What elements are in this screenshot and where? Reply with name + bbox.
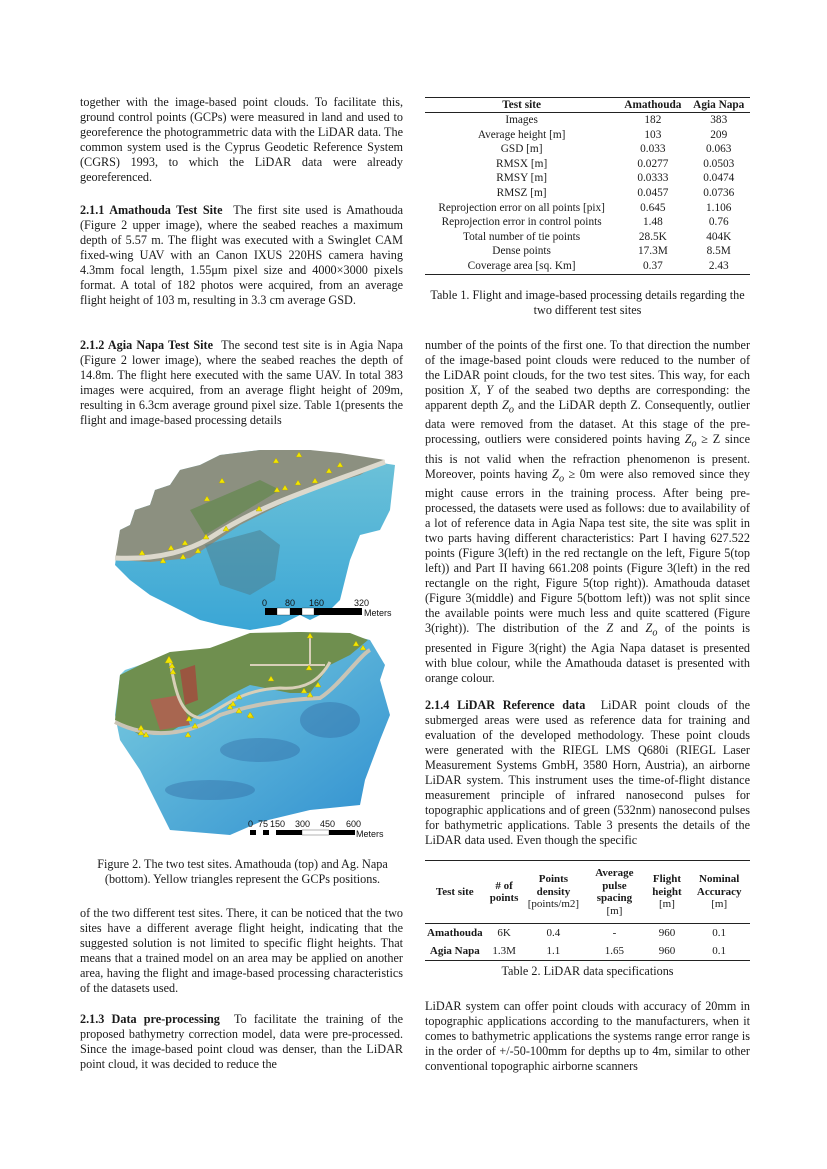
table-cell: Agia Napa <box>429 945 480 957</box>
paragraph-text: and the LiDAR depth Z. Consequently, outlier data were removed from the dataset. At this stage of the pre-processing, outliers were considered points having <box>425 398 750 447</box>
table-row <box>425 244 750 259</box>
table-cell: Reprojection error in control points <box>441 216 602 229</box>
paragraph-text: were also removed since they might cause errors in the training process. After being pre-processed, the datasets were used as follows: due to availability of a lot of reference data in Agia Napa test site, the site was split in two parts having different characteristics: Part I having 627.522 points (Figure 3(left) in the red rectangle on the left, Figure 5(top left)) and Part II having 661.208 points (Figure 3(left) in the red rectangle on the right, Figure 5(top right)). Amathouda dataset (Figure 3(middle) and Figure 5(bottom left)) was not split since the available points were much less and quite scattered (Figure 3(right)). The distribution of the <box>425 466 750 636</box>
paragraph-text: since this is not valid when the refraction phenomenon is present. Moreover, points having <box>425 432 750 481</box>
column-unit: [m] <box>606 904 623 917</box>
table-row <box>425 186 750 201</box>
table-2-lidar-specs <box>425 860 750 961</box>
agia-napa-scale-bar <box>248 819 384 839</box>
table-cell: 960 <box>658 945 676 957</box>
table-cell: 0.033 <box>640 143 666 156</box>
math-subscript: o <box>508 404 514 416</box>
scale-label: 450 <box>320 819 336 829</box>
table-cell: 209 <box>710 128 728 141</box>
scale-label: 600 <box>346 819 362 829</box>
math-subscript: o <box>691 438 697 450</box>
section-2-1-4 <box>425 698 750 848</box>
agia-napa-map <box>115 632 390 835</box>
table-cell: 0.1 <box>712 927 727 939</box>
paragraph-lidar-accuracy <box>425 999 750 1074</box>
table-cell: Dense points <box>492 245 551 258</box>
scale-label: 75 <box>258 819 269 829</box>
math-subscript: o <box>558 473 565 485</box>
column-header <box>688 861 750 924</box>
table-2-caption: Table 2. LiDAR data specifications <box>501 964 674 978</box>
section-text: The first site used is Amathouda (Figure 2 upper image), where the seabed reaches a maximum depth of 5.57 m. The flight was executed with a Swinglet CAM fixed-wing UAV with an Canon IXUS 220HS camera having 4.3mm focal length, 1.55μm pixel size and 4000×3000 pixels format. A total of 182 photos were acquired, from an average flight height of 103 m, resulting in 3.3 cm average GSD. <box>80 203 403 307</box>
table-row <box>425 215 750 230</box>
paragraph-intro <box>80 95 403 185</box>
table-cell: 0.0333 <box>637 172 669 185</box>
column-header <box>425 861 485 924</box>
column-title: # of points <box>489 879 519 904</box>
section-text: The second test site is in Agia Napa (Figure 2 lower image), where the seabed reaches the depth of 14.8m. The flight here executed with the same UAV. In total 383 images were acquired, from an average flight height of 209m, resulting in 6.3cm average ground pixel size. Table 1(presents the flight and image-based processing details <box>80 338 404 427</box>
paragraph-preprocessing <box>425 338 750 686</box>
column-unit: [m] <box>711 898 728 911</box>
table-1-flight-details <box>425 97 750 275</box>
table-row <box>425 171 750 186</box>
paragraph-text: of the two different test sites. There, it can be noticed that the two sites have a different average flight height, indicating that the suggested solution is not limited to specific flight heights. That means that a trained model on an area may be applied on another area, having the flight and image-based processing characteristics of the datasets used. <box>80 906 403 995</box>
table-cell: RMSX [m] <box>496 157 548 170</box>
section-heading: 2.1.3 Data pre-processing <box>80 1012 220 1026</box>
table-cell: 2.43 <box>708 259 729 272</box>
table-row <box>425 924 750 943</box>
column-title: Test site <box>435 885 474 898</box>
table-cell: 0.0277 <box>637 157 669 170</box>
table-cell: 0.063 <box>706 143 732 156</box>
column-unit: [points/m2] <box>527 898 580 911</box>
amathouda-map <box>115 450 395 630</box>
table-cell: 383 <box>710 114 728 126</box>
table-cell: 28.5K <box>638 230 667 243</box>
section-2-1-2 <box>80 338 403 428</box>
section-heading: 2.1.2 Agia Napa Test Site <box>80 338 214 352</box>
math-x: X <box>470 383 478 397</box>
table-cell: 0.4 <box>546 927 561 939</box>
table-1-caption: Table 1. Flight and image-based processing details regarding the two different test sites <box>430 288 745 317</box>
column-header <box>524 861 584 924</box>
column-title: Points density <box>536 873 571 898</box>
table-cell: 0.0474 <box>703 172 735 185</box>
table-row <box>425 157 750 172</box>
math-z: Z <box>502 398 509 412</box>
table-row <box>425 128 750 143</box>
table-cell: 8.5M <box>706 245 731 258</box>
table-row <box>425 230 750 245</box>
table-cell: 1.48 <box>642 216 663 229</box>
column-unit: [m] <box>659 898 675 911</box>
section-heading: 2.1.1 Amathouda Test Site <box>80 203 223 217</box>
scale-label: 80 <box>285 598 296 608</box>
scale-label: 300 <box>295 819 311 829</box>
scale-label: 320 <box>354 598 370 608</box>
table-cell: - <box>612 927 617 939</box>
paragraph-text: of the seabed two depths are corresponding: the apparent depth <box>425 383 751 412</box>
table-row <box>425 201 750 216</box>
table-cell: RMSY [m] <box>496 172 547 185</box>
table-cell: 0.76 <box>708 216 729 229</box>
math-geq: ≥ Z <box>696 432 721 447</box>
table-cell: 182 <box>644 114 662 126</box>
table-header-row <box>425 98 750 113</box>
paragraph-text: together with the image-based point clouds. To facilitate this, ground control points (GCPs) were measured in land and used to georeference the photogrammetric data with the LiDAR data. The common system used is the Cyprus Geodetic Reference System (CGRS) 1993, to which the LiDAR data were already georeferenced. <box>80 95 403 184</box>
math-z: Z <box>645 621 653 636</box>
math-z: Z <box>684 432 692 447</box>
table-cell: 6K <box>497 927 511 939</box>
scale-label: 0 <box>248 819 254 829</box>
column-title: Average pulse spacing <box>595 867 634 904</box>
table-cell: Amathouda <box>427 927 483 939</box>
scale-unit: Meters <box>356 829 384 839</box>
paragraph-text: , <box>477 383 487 397</box>
figure-2-caption: Figure 2. The two test sites. Amathouda (top) and Ag. Napa (bottom). Yellow triangles represent the GCPs positions. <box>97 857 388 886</box>
table-cell: 0.0457 <box>637 186 669 199</box>
section-heading: 2.1.4 LiDAR Reference data <box>425 698 586 712</box>
math-z: Z <box>552 466 559 481</box>
column-title: Flight height <box>652 873 682 898</box>
table-cell: 0.37 <box>642 259 663 272</box>
table-cell: GSD [m] <box>500 143 543 156</box>
paragraph-text: and <box>613 621 646 636</box>
math-geq: ≥ 0m <box>564 466 596 481</box>
column-header <box>583 861 645 924</box>
section-2-1-1 <box>80 203 403 308</box>
table-cell: 0.0503 <box>703 157 735 170</box>
math-y: Y <box>486 383 494 397</box>
table-header-row <box>425 861 750 924</box>
table-cell: Coverage area [sq. Km] <box>467 259 576 272</box>
table-cell: 960 <box>658 927 676 939</box>
table-row <box>425 942 750 961</box>
table-cell: 17.3M <box>637 245 668 258</box>
section-2-1-3 <box>80 1012 403 1072</box>
math-subscript: o <box>652 627 658 639</box>
table-cell: 1.1 <box>546 945 561 957</box>
table-cell: 0.645 <box>640 201 666 214</box>
table-cell: Reprojection error on all points [pix] <box>438 201 605 214</box>
column-header <box>485 861 524 924</box>
table-row <box>425 259 750 274</box>
table-row <box>425 113 750 128</box>
table-cell: Total number of tie points <box>463 230 581 243</box>
table-row <box>425 142 750 157</box>
table-cell: 0.0736 <box>703 186 735 199</box>
paragraph-text: of the points is presented in Figure 3(right) the Agia Napa dataset is presented with blue colour, while the Amathouda dataset is presented with orange colour. <box>425 621 750 685</box>
section-text: LiDAR point clouds of the submerged areas were used as reference data for training and evaluation of the developed methodology. These point clouds were generated with the RIEGL LMS Q680i (RIEGL Laser Measurement Systems GmbH, 3580 Horn, Austria), an airborne LiDAR system. This instrument uses the time-of-flight distance measurement principle of infrared nanosecond pulses for topographic applications and of green (532nm) nanosecond pulses for bathymetric applications. Table 3 presents the details of the LiDAR data used. Even though the specific <box>425 698 750 847</box>
scale-label: 150 <box>270 819 286 829</box>
table-cell: 1.106 <box>706 201 732 214</box>
figure-2-site-maps <box>110 450 400 850</box>
scale-unit: Meters <box>364 608 392 618</box>
table-cell: 1.3M <box>492 945 516 957</box>
scale-label: 0 <box>262 598 268 608</box>
column-header: Amathouda <box>618 98 687 113</box>
table-cell: RMSZ [m] <box>496 186 547 199</box>
column-title: Nominal Accuracy <box>696 873 742 898</box>
table-cell: 404K <box>706 230 732 243</box>
column-header <box>646 861 689 924</box>
table-cell: Average height [m] <box>477 128 566 141</box>
table-cell: 0.1 <box>712 945 727 957</box>
scale-label: 160 <box>309 598 325 608</box>
section-text: To facilitate the training of the proposed bathymetry correction model, data were pre-processed. Since the image-based point cloud was denser, than the LiDAR point cloud, it was decided to reduce the <box>80 1012 404 1071</box>
paragraph-sites <box>80 906 403 996</box>
table-cell: Images <box>505 114 538 126</box>
paragraph-text: number of the points of the first one. To that direction the number of the image-based point clouds were reduced to the number of the LiDAR point clouds, for the two test sites. This way, for each position <box>425 338 750 397</box>
column-header: Agia Napa <box>687 98 750 113</box>
paragraph-text: LiDAR system can offer point clouds with accuracy of 20mm in topographic applications according to the manufacturers, when it comes to bathymetric applications the systems range error range is in the order of +/-50-100mm for depths up to 4m, similar to other conventional topographic airborne scanners <box>425 999 750 1073</box>
math-z: Z <box>606 621 614 636</box>
column-header: Test site <box>425 98 618 113</box>
table-cell: 1.65 <box>604 945 625 957</box>
table-cell: 103 <box>644 128 662 141</box>
